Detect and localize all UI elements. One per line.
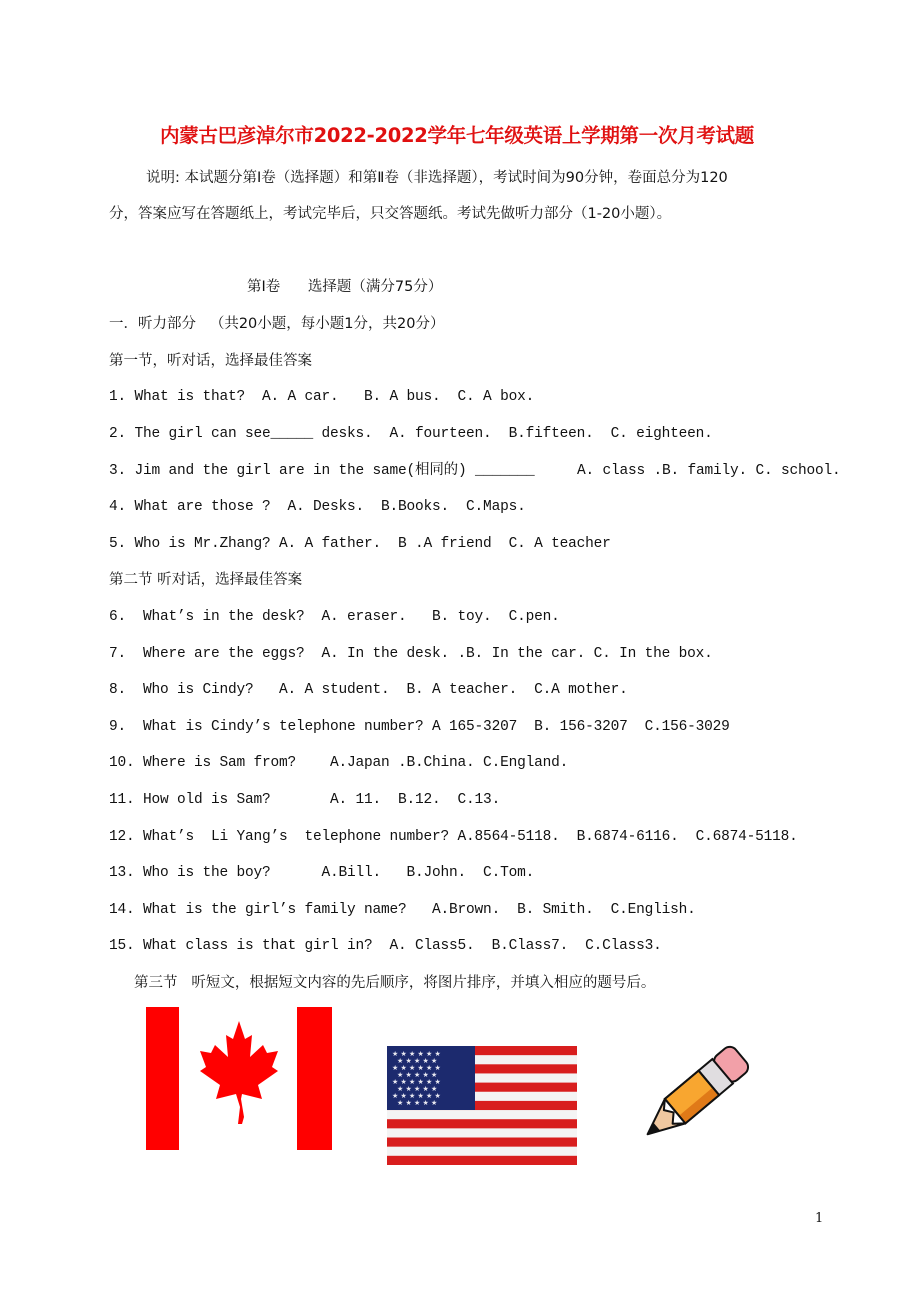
svg-text:★ ★ ★ ★ ★ ★: ★ ★ ★ ★ ★ ★ bbox=[392, 1050, 441, 1058]
usa-flag-image bbox=[387, 1046, 577, 1165]
question-6: 6. What’s in the desk? A. eraser. B. toy. C.pen. bbox=[109, 609, 560, 625]
question-12: 12. What’s Li Yang’s telephone number? A.8564-5118. B.6874-6116. C.6874-5118. bbox=[109, 829, 798, 845]
svg-text:★ ★ ★ ★ ★: ★ ★ ★ ★ ★ bbox=[397, 1099, 438, 1107]
canada-flag-image bbox=[146, 1007, 332, 1150]
question-4: 4. What are those ? A. Desks. B.Books. C.Maps. bbox=[109, 499, 526, 515]
usa-flag-icon bbox=[387, 1046, 577, 1165]
question-3: 3. Jim and the girl are in the same(相同的) _______ A. class .B. family. C. school. bbox=[109, 463, 841, 479]
question-9: 9. What is Cindy’s telephone number? A 165-3207 B. 156-3207 C.156-3029 bbox=[109, 719, 730, 735]
svg-text:★ ★ ★ ★ ★ ★: ★ ★ ★ ★ ★ ★ bbox=[392, 1078, 441, 1086]
page-number: 1 bbox=[815, 1211, 824, 1226]
question-10: 10. Where is Sam from? A.Japan .B.China. C.England. bbox=[109, 755, 569, 771]
question-11: 11. How old is Sam? A. 11. B.12. C.13. bbox=[109, 792, 501, 808]
question-2: 2. The girl can see_____ desks. A. fourteen. B.fifteen. C. eighteen. bbox=[109, 426, 713, 442]
svg-text:★ ★ ★ ★ ★ ★: ★ ★ ★ ★ ★ ★ bbox=[392, 1092, 441, 1100]
question-7: 7. Where are the eggs? A. In the desk. .B. In the car. C. In the box. bbox=[109, 646, 713, 662]
instructions-line-2: 分，答案应写在答题纸上，考试完毕后，只交答题纸。考试先做听力部分（1-20小题）。 bbox=[109, 206, 672, 222]
question-15: 15. What class is that girl in? A. Class5. B.Class7. C.Class3. bbox=[109, 938, 662, 954]
subsection-3-heading: 第三节 听短文，根据短文内容的先后顺序，将图片排序，并填入相应的题号后。 bbox=[134, 975, 656, 991]
question-8: 8. Who is Cindy? A. A student. B. A teacher. C.A mother. bbox=[109, 682, 628, 698]
svg-text:★ ★ ★ ★ ★ ★: ★ ★ ★ ★ ★ ★ bbox=[392, 1064, 441, 1072]
question-14: 14. What is the girl’s family name? A.Brown. B. Smith. C.English. bbox=[109, 902, 696, 918]
part1-heading: 第Ⅰ卷 选择题（满分75分） bbox=[247, 279, 443, 295]
svg-text:★ ★ ★ ★ ★: ★ ★ ★ ★ ★ bbox=[397, 1057, 438, 1065]
question-1: 1. What is that? A. A car. B. A bus. C. A box. bbox=[109, 389, 535, 405]
subsection-2-heading: 第二节 听对话，选择最佳答案 bbox=[109, 572, 303, 588]
instructions-line-1: 说明: 本试题分第Ⅰ卷（选择题）和第Ⅱ卷（非选择题），考试时间为90分钟，卷面总分为120 bbox=[146, 170, 728, 186]
question-5: 5. Who is Mr.Zhang? A. A father. B .A friend C. A teacher bbox=[109, 536, 611, 552]
listening-section-heading: 一．听力部分 （共20小题，每小题1分，共20分） bbox=[109, 316, 445, 332]
canada-flag-icon bbox=[146, 1007, 332, 1150]
pencil-image bbox=[630, 1037, 755, 1157]
svg-text:★ ★ ★ ★ ★: ★ ★ ★ ★ ★ bbox=[397, 1085, 438, 1093]
pencil-icon bbox=[630, 1037, 755, 1157]
question-13: 13. Who is the boy? A.Bill. B.John. C.Tom. bbox=[109, 865, 535, 881]
svg-text:★ ★ ★ ★ ★: ★ ★ ★ ★ ★ bbox=[397, 1071, 438, 1079]
subsection-1-heading: 第一节，听对话，选择最佳答案 bbox=[109, 353, 312, 369]
document-title: 内蒙古巴彦淖尔市2022-2022学年七年级英语上学期第一次月考试题 bbox=[160, 124, 754, 147]
